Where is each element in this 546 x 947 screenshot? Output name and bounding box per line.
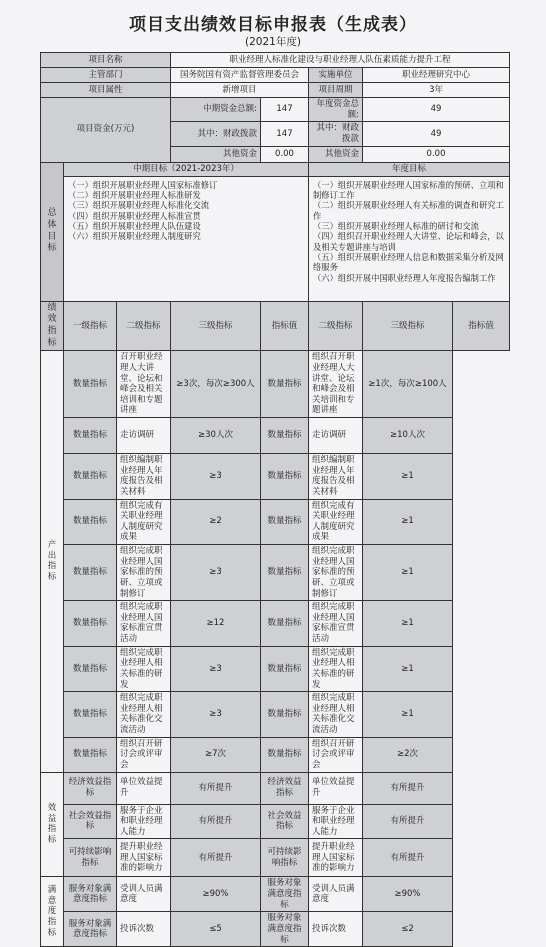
year-goal-item: （一）组织开展职业经理人国家标准的预研、立项和制修订工作 (313, 179, 504, 200)
col-year-lvl2: 二级指标 (309, 301, 363, 351)
year-goal-list (309, 176, 510, 301)
year-indicator-level2: 社会效益指标 (261, 804, 309, 839)
indicator-row (41, 912, 510, 947)
form-title: 项目支出绩效目标申报表（生成表） (129, 15, 417, 35)
year-indicator-value: ≥1 (363, 454, 453, 500)
year-indicator-value: ≥1 (363, 692, 453, 738)
indicator-level3: 组织完成职业经理人国家标准的预研、立项或制修订 (117, 545, 171, 601)
performance-form-table (40, 52, 510, 947)
indicator-level3: 组织编制职业经理人年度报告及相关材料 (117, 454, 171, 500)
overall-goal-label: 总体目标 (41, 162, 64, 301)
indicator-level2: 数量指标 (64, 454, 117, 500)
indicator-level2: 数量指标 (64, 601, 117, 647)
indicator-level3: 召开职业经理人大讲堂、论坛和峰会及相关培训和专题讲座 (117, 351, 171, 418)
indicator-row (41, 499, 510, 545)
attr-label: 项目属性 (41, 83, 171, 98)
indicator-row (41, 418, 510, 454)
indicator-level2: 可持续影响指标 (64, 839, 117, 877)
indicator-row (41, 772, 510, 804)
group-output: 产出指标 (41, 351, 64, 772)
mid-goal-header: 中期目标（2021-2023年） (64, 162, 309, 176)
project-name-value: 职业经理人标准化建设与职业经理人队伍素质能力提升工程 (171, 53, 510, 68)
indicator-level3: 提升职业经理人国家标准的影响力 (117, 839, 171, 877)
indicator-level2: 数量指标 (64, 737, 117, 772)
indicator-level3: 单位效益提升 (117, 772, 171, 804)
year-indicator-value: ≥1 (363, 545, 453, 601)
year-indicator-level2: 服务对象满意度指标 (261, 912, 309, 947)
year-indicator-level2: 数量指标 (261, 646, 309, 692)
year-indicator-level3: 组织完成职业经理人相关标准化交流活动 (309, 692, 363, 738)
year-indicator-level2: 数量指标 (261, 351, 309, 418)
year-indicator-level2: 数量指标 (261, 454, 309, 500)
year-goal-header: 年度目标 (309, 162, 510, 176)
mid-goal-item: （二）组织开展职业经理人标准研发 (68, 189, 201, 200)
indicator-level2: 经济效益指标 (64, 772, 117, 804)
year-indicator-level3: 提升职业经理人国家标准的影响力 (309, 839, 363, 877)
year-goal-item: （六）组织开展中国职业经理人年度报告编制工作 (313, 272, 496, 283)
indicator-value: ≥3 (171, 545, 261, 601)
year-indicator-level2: 数量指标 (261, 418, 309, 454)
indicator-value: ≥3 (171, 646, 261, 692)
indicator-row (41, 737, 510, 772)
impl-unit-value: 职业经理研究中心 (363, 68, 510, 83)
year-indicator-level3: 组织完成职业经理人国家标准宣贯活动 (309, 601, 363, 647)
indicator-row (41, 454, 510, 500)
year-indicator-value: ≥1 (363, 499, 453, 545)
year-indicator-level2: 服务对象满意度指标 (261, 877, 309, 912)
mid-goal-item: （四）组织开展职业经理人标准宣贯 (68, 210, 201, 221)
period-label: 项目周期 (309, 83, 363, 98)
year-indicator-value: ≥2次 (363, 737, 453, 772)
year-indicator-value: ≥1次，每次≥100人 (363, 351, 453, 418)
indicator-row (41, 351, 510, 418)
indicator-value: ≥90% (171, 877, 261, 912)
col-year-value: 指标值 (453, 301, 510, 351)
indicator-level3: 受训人员满意度 (117, 877, 171, 912)
mid-goal-list (64, 176, 309, 301)
year-other-label: 其他资金 (309, 146, 363, 162)
mid-total-value: 147 (261, 98, 309, 122)
year-indicator-value: ≥10人次 (363, 418, 453, 454)
indicator-level3: 组织完成职业经理人相关标准的研发 (117, 646, 171, 692)
indicator-level2: 服务对象满意度指标 (64, 912, 117, 947)
indicator-level3: 组织完成有关职业经理人制度研究成果 (117, 499, 171, 545)
mid-goal-item: （一）组织开展职业经理人国家标准修订 (68, 179, 218, 190)
year-indicator-value: ≤2 (363, 912, 453, 947)
mid-fiscal-label: 其中：财政拨款 (171, 122, 261, 146)
indicator-value: ≥12 (171, 601, 261, 647)
year-indicator-level2: 可持续影响指标 (261, 839, 309, 877)
year-goal-item: （三）组织开展职业经理人标准的研讨和交流 (313, 220, 479, 231)
year-indicator-level2: 数量指标 (261, 692, 309, 738)
year-goal-item: （二）组织开展职业经理人有关标准的调查和研究工作 (313, 200, 504, 221)
year-indicator-level3: 单位效益提升 (309, 772, 363, 804)
year-indicator-level3: 组织编制职业经理人年度报告及相关材料 (309, 454, 363, 500)
year-goal-item: （四）组织召开职业经理人大讲堂、论坛和峰会，以及相关专题讲座与培训 (313, 231, 504, 252)
col-value: 指标值 (261, 301, 309, 351)
indicator-level2: 数量指标 (64, 646, 117, 692)
project-name-label: 项目名称 (41, 53, 171, 68)
indicator-row (41, 601, 510, 647)
indicator-level3: 走访调研 (117, 418, 171, 454)
indicator-value: ≥3 (171, 692, 261, 738)
year-indicator-level2: 数量指标 (261, 499, 309, 545)
year-indicator-level2: 数量指标 (261, 545, 309, 601)
form-year: (2021年度) (245, 36, 301, 48)
indicator-row (41, 646, 510, 692)
indicator-value: 有所提升 (171, 804, 261, 839)
attr-value: 新增项目 (171, 83, 309, 98)
year-other-value: 0.00 (363, 146, 510, 162)
dept-value: 国务院国有资产监督管理委员会 (171, 68, 309, 83)
year-total-value: 49 (363, 98, 510, 122)
indicator-level3: 组织完成职业经理人相关标准化交流活动 (117, 692, 171, 738)
year-indicator-level3: 组织完成职业经理人相关标准的研发 (309, 646, 363, 692)
year-indicator-level3: 服务于企业和职业经理人能力 (309, 804, 363, 839)
group-benefit: 效益指标 (41, 772, 64, 877)
funds-label: 项目资金(万元) (41, 98, 171, 163)
indicator-level3: 投诉次数 (117, 912, 171, 947)
indicator-value: ≥30人次 (171, 418, 261, 454)
mid-other-value: 0.00 (261, 146, 309, 162)
year-indicator-level2: 经济效益指标 (261, 772, 309, 804)
impl-unit-label: 实施单位 (309, 68, 363, 83)
col-year-lvl3: 三级指标 (363, 301, 453, 351)
period-value: 3年 (363, 83, 510, 98)
year-indicator-level3: 组织完成职业经理人国家标准的预研、立项或制修订 (309, 545, 363, 601)
indicator-value: ≤5 (171, 912, 261, 947)
mid-total-label: 中期资金总额: (171, 98, 261, 122)
indicator-row (41, 839, 510, 877)
group-satisfaction: 满意度指标 (41, 877, 64, 947)
dept-label: 主管部门 (41, 68, 171, 83)
indicator-level3: 组织召开研讨会或评审会 (117, 737, 171, 772)
indicator-level2: 数量指标 (64, 692, 117, 738)
indicator-level2: 数量指标 (64, 351, 117, 418)
indicator-row (41, 804, 510, 839)
year-indicator-value: 有所提升 (363, 839, 453, 877)
indicator-level2: 社会效益指标 (64, 804, 117, 839)
col-lvl1: 一级指标 (64, 301, 117, 351)
indicator-level2: 数量指标 (64, 499, 117, 545)
year-fiscal-value: 49 (363, 122, 510, 146)
year-indicator-level3: 组织召开研讨会或评审会 (309, 737, 363, 772)
indicator-level2: 数量指标 (64, 418, 117, 454)
year-indicator-level2: 数量指标 (261, 737, 309, 772)
year-indicator-value: 有所提升 (363, 772, 453, 804)
indicator-row (41, 545, 510, 601)
col-lvl2: 二级指标 (117, 301, 171, 351)
year-goal-item: （五）组织开展职业经理人信息和数据采集分析及网络服务 (313, 252, 504, 273)
year-indicator-value: 有所提升 (363, 804, 453, 839)
year-indicator-level3: 投诉次数 (309, 912, 363, 947)
indicator-level3: 服务于企业和职业经理人能力 (117, 804, 171, 839)
year-indicator-value: ≥90% (363, 877, 453, 912)
indicator-value: ≥7次 (171, 737, 261, 772)
year-indicator-value: ≥1 (363, 646, 453, 692)
year-indicator-level3: 走访调研 (309, 418, 363, 454)
indicator-value: 有所提升 (171, 772, 261, 804)
indicator-value: ≥3次，每次≥300人 (171, 351, 261, 418)
year-fiscal-label: 其中：财政拨款 (309, 122, 363, 146)
year-indicator-value: ≥1 (363, 601, 453, 647)
indicator-row (41, 692, 510, 738)
mid-other-label: 其他资金 (171, 146, 261, 162)
indicator-row (41, 877, 510, 912)
indicator-value: ≥3 (171, 454, 261, 500)
mid-fiscal-value: 147 (261, 122, 309, 146)
indicator-level2: 数量指标 (64, 545, 117, 601)
mid-goal-item: （三）组织开展职业经理人标准化交流 (68, 200, 210, 211)
mid-goal-item: （五）组织开展职业经理人队伍建设 (68, 220, 201, 231)
year-indicator-level3: 受训人员满意度 (309, 877, 363, 912)
indicator-value: 有所提升 (171, 839, 261, 877)
year-indicator-level3: 组织完成有关职业经理人制度研究成果 (309, 499, 363, 545)
mid-goal-item: （六）组织开展职业经理人制度研究 (68, 231, 201, 242)
year-total-label: 年度资金总额: (309, 98, 363, 122)
perf-indicator-label: 绩效指标 (41, 301, 64, 351)
indicator-level3: 组织完成职业经理人国家标准宣贯活动 (117, 601, 171, 647)
indicator-level2: 服务对象满意度指标 (64, 877, 117, 912)
year-indicator-level3: 组织召开职业经理人大讲堂、论坛和峰会及相关培训和专题讲座 (309, 351, 363, 418)
indicator-value: ≥2 (171, 499, 261, 545)
col-lvl3: 三级指标 (171, 301, 261, 351)
year-indicator-level2: 数量指标 (261, 601, 309, 647)
